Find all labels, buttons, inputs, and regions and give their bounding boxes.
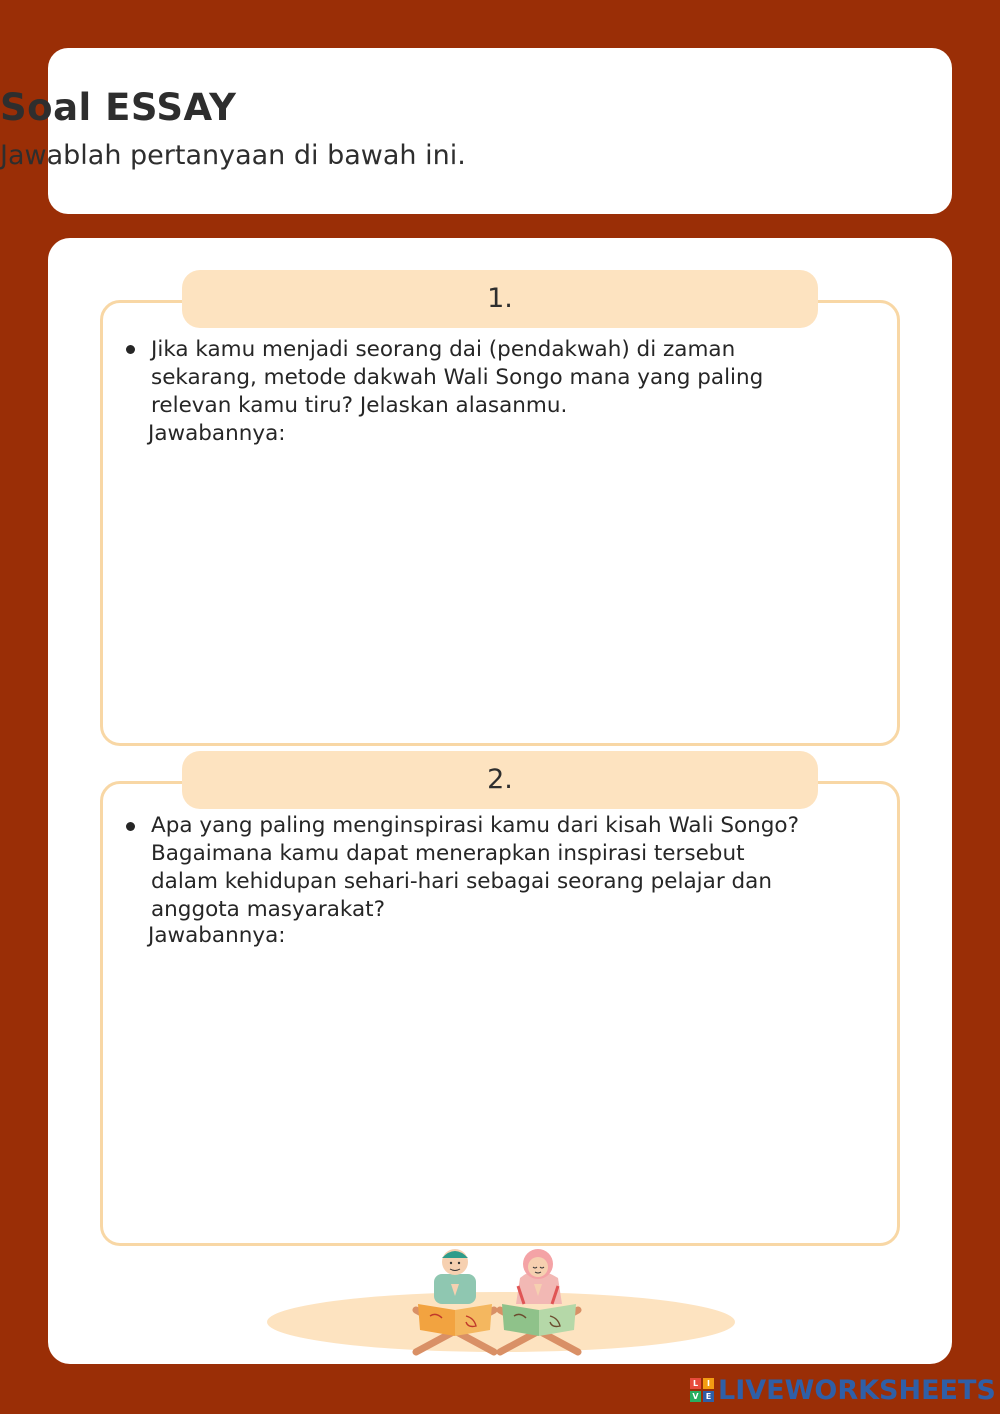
floor-shadow	[267, 1292, 735, 1352]
question-2-line: dalam kehidupan sehari-hari sebagai seorang pelajar dan	[151, 869, 772, 894]
question-1-number-tab: 1.	[182, 270, 818, 328]
question-2-line: Apa yang paling menginspirasi kamu dari kisah Wali Songo?	[151, 813, 800, 838]
question-2-line: anggota masyarakat?	[151, 897, 386, 922]
page-title: Soal ESSAY	[0, 86, 237, 129]
liveworksheets-logo-icon: L I V E	[690, 1378, 714, 1402]
liveworksheets-brand[interactable]	[690, 1374, 996, 1406]
question-1-answer-label: Jawabannya:	[148, 421, 286, 446]
header-card	[48, 48, 952, 214]
brand-text: LIVEWORKSHEETS	[718, 1374, 996, 1406]
question-2-line: Bagaimana kamu dapat menerapkan inspirasi tersebut	[151, 841, 745, 866]
question-1-line: Jika kamu menjadi seorang dai (pendakwah) di zaman	[151, 337, 736, 362]
question-1-text	[151, 336, 891, 420]
question-1-line: sekarang, metode dakwah Wali Songo mana yang paling	[151, 365, 764, 390]
question-2-text	[151, 812, 891, 924]
page-subtitle: Jawablah pertanyaan di bawah ini.	[0, 140, 466, 171]
question-2-number-tab: 2.	[182, 751, 818, 809]
bullet-icon	[126, 345, 135, 354]
children-reading-quran-illustration	[266, 1240, 736, 1356]
question-2-answer-label: Jawabannya:	[148, 923, 286, 948]
question-1-line: relevan kamu tiru? Jelaskan alasanmu.	[151, 393, 568, 418]
bullet-icon	[126, 822, 135, 831]
